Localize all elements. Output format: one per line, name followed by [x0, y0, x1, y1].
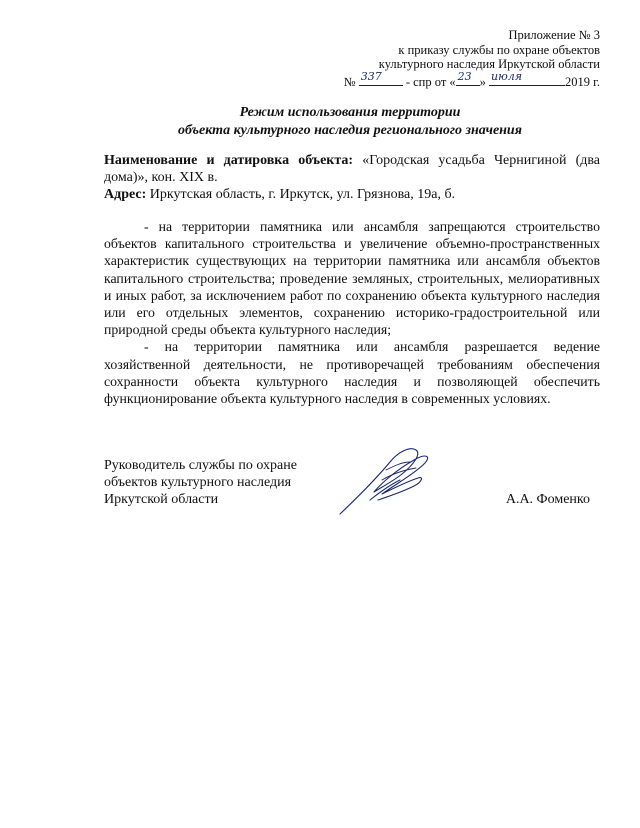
day-close-quote: » [479, 74, 486, 89]
order-number: 337 [360, 70, 382, 83]
regime-paragraph-prohibited: - на территории памятника или ансамбля запрещаются строительство объектов капитального строительства и увеличение объемно-пространственных характеристик существующих на территории памятника или ансамбля объектов капитального строительства; проведение земляных, строительных, мелиоративных и иных работ, за исключением работ по сохранению объекта культурного наследия или его отдельных элементов, сохранению историко-градостроительной или природной среды объекта культурного наследия; [104, 219, 600, 338]
object-name-value: «Городская усадьба Чернигиной (два дома)», кон. XIX в. [104, 153, 601, 185]
order-month-field [489, 72, 565, 86]
object-info [104, 152, 600, 203]
number-sign: № [343, 74, 356, 89]
object-address-row [104, 186, 600, 203]
order-day: 23 [457, 70, 472, 83]
appendix-line-2: к приказу службы по охране объектов [398, 42, 600, 57]
object-address-value: Иркутская область, г. Иркутск, ул. Грязнова, 19а, б. [149, 187, 456, 202]
position-line-1: Руководитель службы по охране [104, 458, 297, 473]
object-name-row [104, 152, 600, 186]
title-line-1: Режим использования территории [239, 105, 461, 120]
object-name-label: Наименование и датировка объекта: [104, 153, 354, 168]
signer-name: А.А. Фоменко [505, 492, 590, 507]
order-day-field [456, 72, 480, 86]
position-line-3: Иркутской области [104, 492, 219, 507]
order-number-line [344, 72, 600, 90]
appendix-header [344, 28, 600, 89]
appendix-line-3: культурного наследия Иркутской области [378, 57, 600, 71]
order-year: 2019 г. [565, 74, 600, 89]
object-address-label: Адрес: [104, 187, 147, 202]
regime-paragraph-allowed: - на территории памятника или ансамбля разрешается ведение хозяйственной деятельности, не противоречащей требованиям обеспечения сохранности объекта культурного наследия и позволяющей обеспечить функционирование объекта культурного наследия в современных условиях. [104, 339, 600, 407]
order-suffix: - спр от « [405, 74, 456, 89]
order-number-field [359, 72, 403, 86]
order-month: июля [491, 70, 523, 83]
regime-text [104, 218, 600, 407]
position-line-2: объектов культурного наследия [104, 475, 292, 490]
handwritten-signature [330, 440, 440, 520]
appendix-line-1: Приложение № 3 [508, 28, 600, 42]
signer-position [104, 457, 297, 508]
document-title [100, 104, 600, 140]
title-line-2: объекта культурного наследия регионального значения [178, 123, 522, 138]
